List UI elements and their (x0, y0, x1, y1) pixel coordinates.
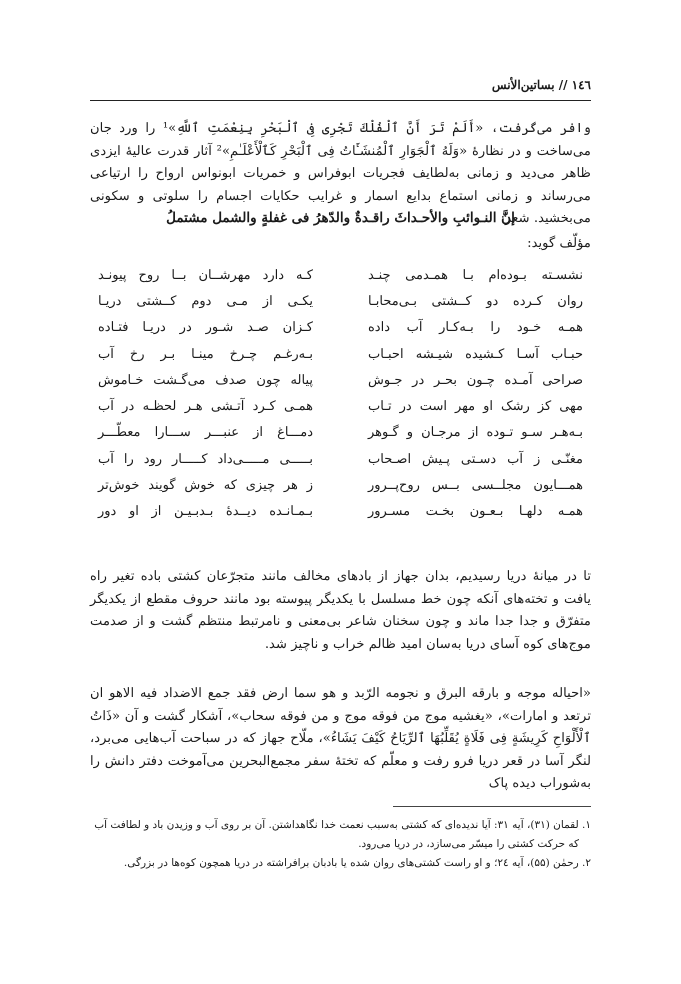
footnote-rule (393, 806, 591, 807)
footnotes (90, 816, 591, 873)
poem-couplet (98, 393, 583, 419)
running-header: ١٤٦ // بساتين‌الأنس (491, 78, 591, 92)
hemistich-left: بـــــی مـــــی‌داد کـــــار رود را آب (98, 451, 313, 467)
hemistich-left: بـمـانـده دیــدهٔ بـدبـیـن از او دور (98, 504, 313, 520)
poem-couplet (98, 446, 583, 472)
hemistich-right: همـــایون مجلــسی بــس روح‌پــرور (368, 478, 583, 494)
hemistich-right: مغنّـی ز آب دسـتی پـیش اصـحاب (368, 451, 583, 467)
poem-couplet (98, 315, 583, 341)
hemistich-right: صراحی آمـده چـون بحـر در جـوش (368, 372, 583, 388)
paragraph-2: تا در میانهٔ دریا رسیدیم، بدان جهاز از بادهای مخالف مانند متجرّعان کشتی باده تغیر راه یافت و تخته‌های آنکه چون خط مسلسل با یکدیگر پیوسته بود مانند حروف مقطع از یکدیگر متفرّق و جدا جدا ماند و چون سخنان شاعر بی‌معنی و نامرتبط منتظم گشت و از صدمت موج‌های کوه آسای دریا به‌سان امید ظالم خراب و ناچیز شد. (90, 569, 591, 652)
hemistich-left: ز هر چیزی که خوش گویند خوش‌تر (98, 478, 313, 494)
poem-couplet (98, 288, 583, 314)
hemistich-left: همـی کـرد آتـشی هـر لحظـه در آب (98, 399, 313, 415)
hemistich-left: یکـی از مـی دوم کــشتی دریـا (98, 293, 313, 309)
hemistich-right: نشسـته بـوده‌ام بـا همـدمی چنـد (368, 267, 583, 283)
poem (98, 262, 583, 525)
poem-couplet (98, 472, 583, 498)
footnote-2: ۲. رحمٰن (۵۵)، آیه ۲٤؛ و او راست کشتی‌های روان شده یا بادبان برافراشته در دریا همچون کوه‌ها در بزرگی. (123, 857, 591, 869)
poem-intro: مؤلّف گوید: (527, 236, 591, 251)
hemistich-right: بـه‌هـر سـو تـوده از مرجـان و گـوهر (368, 425, 583, 441)
header-rule (90, 100, 591, 101)
hemistich-left: بـه‌رغـم چـرخ مینـا بـر رخ آب (98, 346, 313, 362)
hemistich-left: کـه دارد مهرشــان بــا روح پیونـد (98, 267, 313, 283)
hemistich-right: همـه خـود را بـه‌کـار آب داده (368, 320, 583, 336)
poem-couplet (98, 341, 583, 367)
paragraph-1: وافر می‌گرفت، «أَلَمْ تَرَ أَنَّ ٱلْفُلْكَ تَجْرِى فِى ٱلْبَحْرِ بِنِعْمَتِ ٱللَّهِ»¹ را ورد جان می‌ساخت و در نظارهٔ «وَلَهُ ٱلْجَوَارِ ٱلْمُنشَـَٔاتُ فِى ٱلْبَحْرِ كَٱلْأَعْلَـٰمِ»² آثار قدرت عالیهٔ ایزدی ظاهر می‌دید و زمانی به‌لطایف فجریات ابوفراس و خمریات ابونواس ارواح را ارتیاعی می‌رساند و زمانی استماع بدایع اسمار و غرایب حکایات اجسام را سلوتی و سکونی می‌بخشید. شعر: (90, 121, 591, 226)
hemistich-left: کـزان صـد شـور در دریـا فتـاده (98, 320, 313, 336)
poem-couplet (98, 262, 583, 288)
poem-couplet (98, 420, 583, 446)
footnote-1-continuation: که حرکت کشتی را میسّر می‌سازد، در دریا می‌رود. (358, 838, 579, 850)
hemistich-right: مهی کز رشک او مهر است در تـاب (368, 399, 583, 415)
hemistich-right: حبـاب آسـا کـشیده شیـشه احبـاب (368, 346, 583, 362)
paragraph-3: «احیاله موجه و بارقه البرق و نجومه الرّبد و هو سما ارض فقد جمع الاضداد فیه الاهو ان ترتعد و امارات»، «یغشیه موج من فوقه موج و من فوقه سحاب»، آشکار گشت و آن «ذَاتُ ٱلْأَلْوَاحِ کَرِیشَةٍ فِى فَلَاةٍ یُقَلِّبُهَا ٱلرِّیَاحُ کَیْفَ یَشَاءُ»، ملّاح جهاز که در سباحت آب‌هایی می‌برد، لنگر آسا در قعر دریا فرو رفت و معلّم که تختهٔ سفر مجمع‌البحرین می‌آموخت دفتر دانش را به‌شوراب دیده پاک (90, 686, 591, 791)
hemistich-left: پیاله چون صدف می‌گـشت خـاموش (98, 372, 313, 388)
footnote-1: ۱. لقمان (۳۱)، آیه ۳۱: آیا ندیده‌ای که کشتی به‌سبب نعمت خدا نگاهداشتن. آن بر روی آب و وزیدن باد و لطافت آب (94, 819, 591, 831)
hemistich-right: همـه دلهـا بـعـون بخـت مسـرور (368, 504, 583, 520)
poem-couplet (98, 367, 583, 393)
hemistich-left: دمـــاغ از عنبـــر ســـارا معطّـــر (98, 425, 313, 441)
poem-couplet (98, 499, 583, 525)
arabic-verse: إنَّ النـوائبِ والأحـداثَ راقـدةٌ والدّهرُ فى غفلةٍ والشمل مشتملُ (166, 210, 515, 226)
hemistich-right: روان کـرده دو کــشتی بـی‌محابـا (368, 293, 583, 309)
